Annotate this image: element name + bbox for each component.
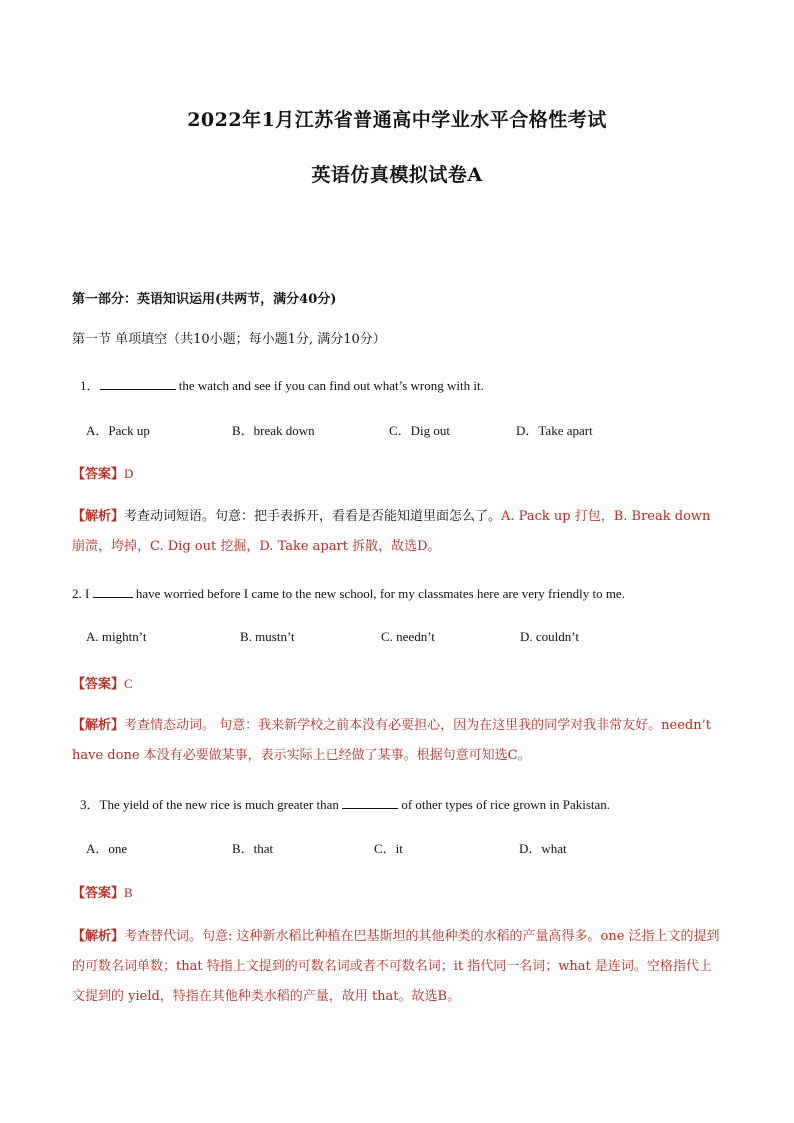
- option-c: C．Dig out: [389, 423, 451, 438]
- answer-row: [72, 463, 133, 482]
- option-d: D．Take apart: [516, 423, 593, 438]
- explanation: [72, 711, 722, 771]
- answer-label: 【答案】: [72, 467, 125, 482]
- question-3: [80, 794, 610, 813]
- question-stem: of other types of rice grown in Pakistan.: [398, 797, 611, 812]
- option-a: A．one: [86, 841, 128, 856]
- answer-row: [72, 882, 133, 901]
- answer-value: D: [124, 466, 134, 481]
- question-1: [80, 375, 484, 394]
- option-b: B．that: [232, 841, 274, 856]
- answer-label: 【答案】: [72, 677, 125, 692]
- section-heading: 第一节 单项填空（共10小题；每小题1分, 满分10分）: [72, 332, 386, 347]
- explanation-options-text: A. Pack up 打包，B. Break down 崩溃，垮掉，C. Dig out 挖掘，D. Take apart 拆散，故选D。: [72, 509, 711, 554]
- explanation-label: 【解析】: [72, 718, 125, 733]
- option-a: A．Pack up: [86, 423, 150, 438]
- answer-value: C: [124, 676, 133, 691]
- option-b: B. mustn’t: [240, 629, 295, 644]
- document-title: 2022年1月江苏省普通高中学业水平合格性考试: [187, 109, 607, 131]
- answer-value: B: [124, 885, 133, 900]
- question-number: 1．: [80, 378, 100, 393]
- explanation-label: 【解析】: [72, 929, 125, 944]
- document-subtitle: 英语仿真模拟试卷A: [311, 164, 483, 186]
- answer-blank: [342, 796, 398, 809]
- option-d: D．what: [519, 841, 567, 856]
- explanation: [72, 922, 722, 1012]
- explanation-text: 考查情态动词。 句意：我来新学校之前本没有必要担心，因为在这里我的同学对我非常友好。: [124, 718, 662, 733]
- explanation-text: 考查动词短语。句意：把手表拆开，看看是否能知道里面怎么了。: [124, 509, 502, 524]
- option-c: C. needn’t: [381, 629, 435, 644]
- option-d: D. couldn’t: [520, 629, 579, 644]
- question-number: 3．: [80, 797, 100, 812]
- option-b: B．break down: [232, 423, 315, 438]
- explanation-options-text: one 泛指上文的提到的可数名词单数；that 特指上文提到的可数名词或者不可数名词；it 指代同一名词；what 是连词。空格指代上文提到的 yield，特指在其他种类水稻的产量，故用 that。故选B。: [72, 929, 720, 1004]
- explanation-options-text: needn’t have done 本没有必要做某事，表示实际上已经做了某事。根据句意可知选C。: [72, 718, 711, 763]
- explanation-text: 考查替代词。句意: 这种新水稻比种植在巴基斯坦的其他种类的水稻的产量高得多。: [124, 929, 601, 944]
- question-2: [72, 585, 625, 602]
- answer-label: 【答案】: [72, 886, 125, 901]
- option-c: C．it: [374, 841, 403, 856]
- explanation-label: 【解析】: [72, 509, 125, 524]
- question-stem: the watch and see if you can find out what’s wrong with it.: [175, 378, 484, 393]
- answer-blank: [93, 585, 133, 598]
- explanation: [72, 502, 722, 562]
- answer-blank: [100, 377, 176, 390]
- question-number: 2. I: [72, 586, 93, 601]
- question-stem-start: The yield of the new rice is much greater than: [99, 797, 343, 812]
- part-heading: 第一部分：英语知识运用(共两节，满分40分): [72, 292, 337, 307]
- answer-row: [72, 673, 133, 692]
- option-a: A. mightn’t: [86, 629, 147, 644]
- question-stem: have worried before I came to the new school, for my classmates here are very friendly to me.: [132, 586, 625, 601]
